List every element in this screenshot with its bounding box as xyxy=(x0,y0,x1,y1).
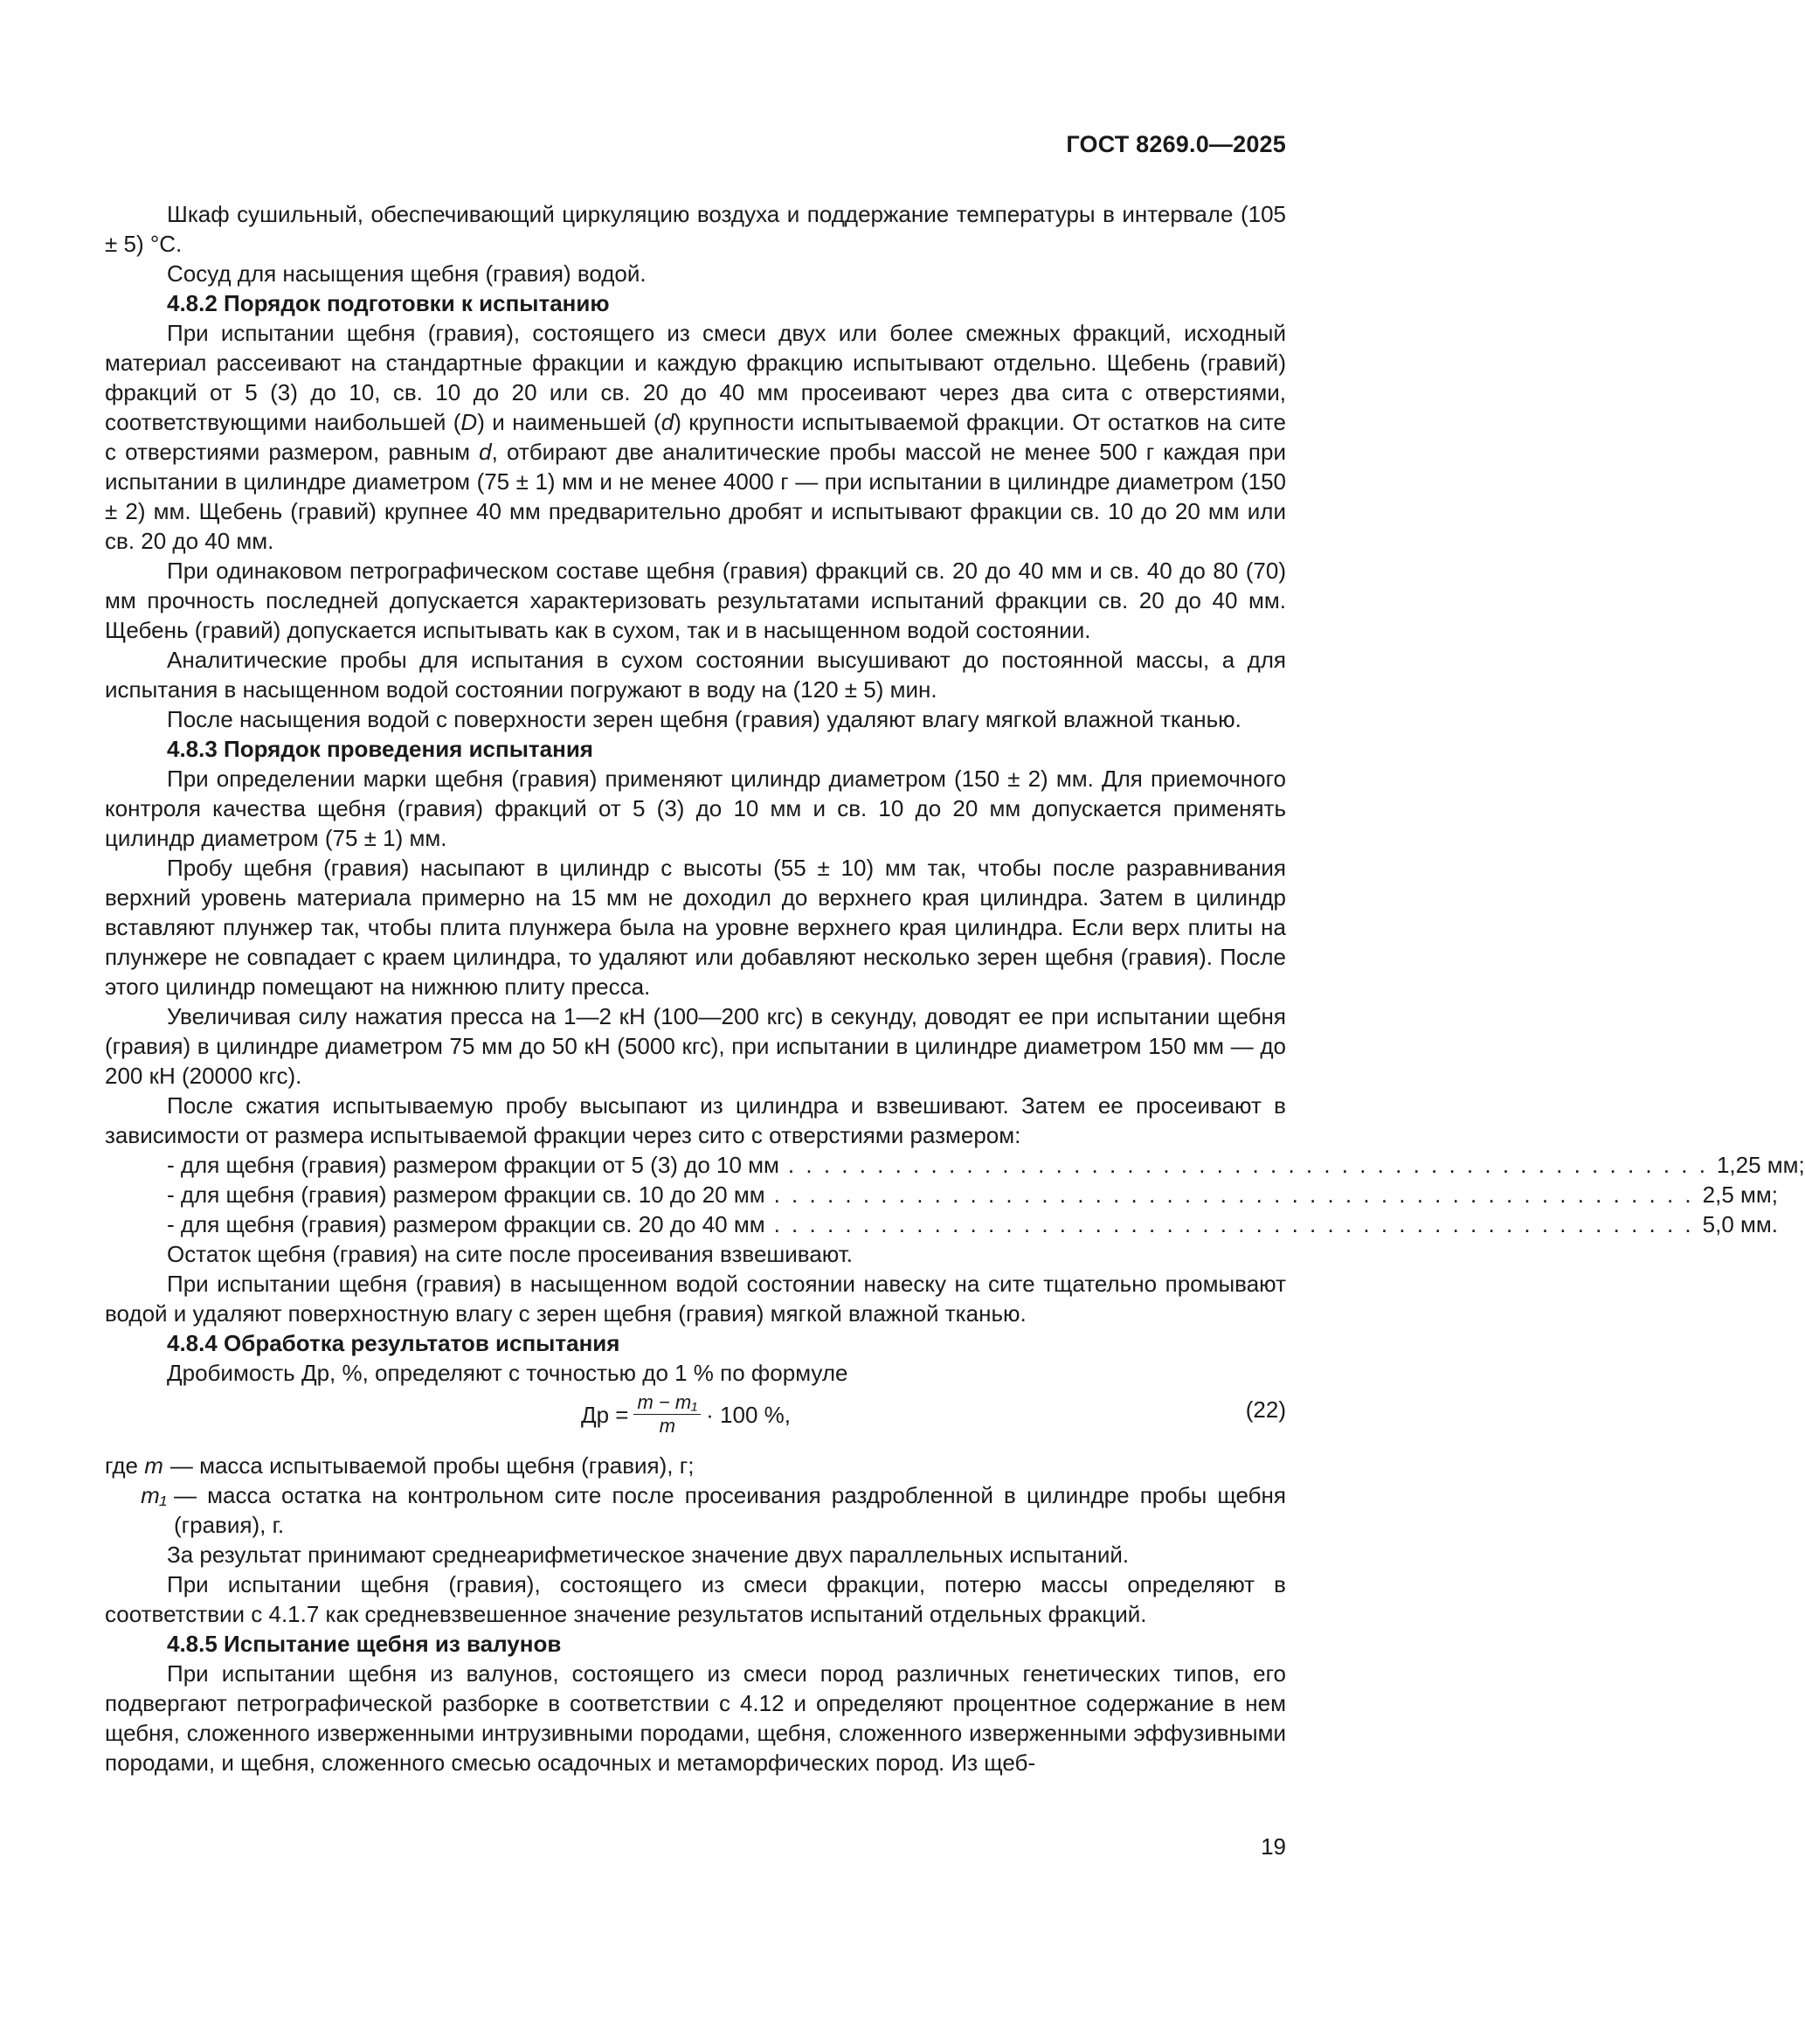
equation-number: (22) xyxy=(1245,1396,1286,1423)
section-heading-4-8-3: 4.8.3 Порядок проведения испытания xyxy=(167,736,593,762)
paragraph-4-8-2-1: При испытании щебня (гравия), состоящего из смеси двух или более смежных фракций, исходный материал рассеивают на стандартные фракции и каждую фракцию испытывают отдельно. Щебень (гравий) фракций от 5 (3) до 10, св. 10 до 20 или св. 20 до 40 мм просеивают через два сита с отверстиями, соответствующими наибольшей (D) и наименьшей (d) крупности испытываемой фракции. От остатков на сите с отверстиями размером, равным d, отбирают две аналитические пробы массой не менее 500 г каждая при испытании в цилиндре диаметром (75 ± 1) мм и не менее 4000 г — при испытании в цилиндре диаметром (150 ± 2) мм. Щебень (гравий) крупнее 40 мм предварительно дробят и испытывают фракции св. 10 до 20 мм или св. 20 до 40 мм. xyxy=(105,320,1287,554)
formula-legend-item: m₁ — масса остатка на контрольном сите после просеивания раздробленной в цилиндре пробы щебня (гравия), г. xyxy=(141,1482,1286,1538)
paragraph-4-8-3-2: Пробу щебня (гравия) насыпают в цилиндр с высоты (55 ± 10) мм так, чтобы после разравнивания верхний уровень материала примерно на 15 мм не доходил до верхнего края цилиндра. Затем в цилиндр вставляют плунжер так, чтобы плита плунжера была на уровне верхнего края цилиндра. Если верх плиты на плунжере не совпадает с краем цилиндра, то удаляют или добавляют несколько зерен щебня (гравия). После этого цилиндр помещают на нижнюю плиту пресса. xyxy=(105,855,1286,1000)
paragraph-4-8-3-5: Остаток щебня (гравия) на сите после просеивания взвешивают. xyxy=(167,1241,853,1267)
document-body xyxy=(105,199,1805,1777)
document-header: ГОСТ 8269.0—2025 xyxy=(1066,131,1286,157)
paragraph-4-8-5-1: При испытании щебня из валунов, состоящего из смеси пород различных генетических типов, его подвергают петрографической разборке в соответствии с 4.12 и определяют процентное содержание в нем щебня, сложенного изверженными интрузивными породами, щебня, сложенного изверженными эффузивными породами, и щебня, сложенного смесью осадочных и метаморфических пород. Из щеб- xyxy=(105,1660,1286,1776)
paragraph-4-8-2-3: Аналитические пробы для испытания в сухом состоянии высушивают до постоянной массы, а для испытания в насыщенном водой состоянии погружают в воду на (120 ± 5) мин. xyxy=(105,647,1286,703)
paragraph-4-8-2-2: При одинаковом петрографическом составе щебня (гравия) фракций св. 20 до 40 мм и св. 40 до 80 (70) мм прочность последней допускается характеризовать результатами испытаний фракции св. 20 до 40 мм. Щебень (гравий) допускается испытывать как в сухом, так и в насыщенном водой состоянии. xyxy=(105,558,1286,643)
page-number: 19 xyxy=(1261,1833,1286,1860)
section-heading-4-8-4: 4.8.4 Обработка результатов испытания xyxy=(167,1330,620,1356)
paragraph-4-8-4-1: Дробимость Др, %, определяют с точностью до 1 % по формуле xyxy=(167,1360,848,1386)
formula-lhs: Др = xyxy=(581,1401,629,1428)
sieve-size-list xyxy=(105,1150,1805,1239)
paragraph-4-8-3-4: После сжатия испытываемую пробу высыпают из цилиндра и взвешивают. Затем ее просеивают в зависимости от размера испытываемой фракции через сито с отверстиями размером: xyxy=(105,1092,1286,1148)
paragraph-saturation-vessel: Сосуд для насыщения щебня (гравия) водой. xyxy=(167,260,647,287)
formula-legend-item: где m — масса испытываемой пробы щебня (гравия), г; xyxy=(105,1452,695,1479)
formula-denominator: m xyxy=(659,1415,675,1437)
section-heading-4-8-2: 4.8.2 Порядок подготовки к испытанию xyxy=(167,290,610,316)
formula-rhs: · 100 %, xyxy=(706,1401,791,1428)
paragraph-4-8-3-1: При определении марки щебня (гравия) применяют цилиндр диаметром (150 ± 2) мм. Для приемочного контроля качества щебня (гравия) фракций от 5 (3) до 10 мм и св. 10 до 20 мм допускается применять цилиндр диаметром (75 ± 1) мм. xyxy=(105,766,1286,851)
paragraph-4-8-2-4: После насыщения водой с поверхности зерен щебня (гравия) удаляют влагу мягкой влажной тканью. xyxy=(167,706,1241,732)
formula-expression xyxy=(581,1391,791,1438)
section-heading-4-8-5: 4.8.5 Испытание щебня из валунов xyxy=(167,1631,562,1657)
paragraph-4-8-4-3: При испытании щебня (гравия), состоящего из смеси фракции, потерю массы определяют в соответствии с 4.1.7 как средневзвешенное значение результатов испытаний отдельных фракций. xyxy=(105,1571,1286,1627)
paragraph-4-8-3-6: При испытании щебня (гравия) в насыщенном водой состоянии навеску на сите тщательно промывают водой и удаляют поверхностную влагу с зерен щебня (гравия) мягкой влажной тканью. xyxy=(105,1271,1286,1327)
list-item: - для щебня (гравия) размером фракции св. 20 до 40 мм . . . . . . . . . . . . . . . . . . . . . . . . . . . . . . . . . . . . . . . . . . . . . . . . . . . . 5,0 мм. xyxy=(167,1211,1778,1237)
formula-22 xyxy=(105,1388,1286,1451)
formula-fraction xyxy=(633,1391,701,1438)
formula-numerator: m − m₁ xyxy=(633,1391,701,1415)
paragraph-4-8-3-3: Увеличивая силу нажатия пресса на 1—2 кН (100—200 кгс) в секунду, доводят ее при испытании щебня (гравия) в цилиндре диаметром 75 мм до 50 кН (5000 кгс), при испытании в цилиндре диаметром 150 мм — до 200 кН (20000 кгс). xyxy=(105,1003,1286,1089)
paragraph-drying-cabinet: Шкаф сушильный, обеспечивающий циркуляцию воздуха и поддержание температуры в интервале (105 ± 5) °С. xyxy=(105,201,1286,257)
list-item: - для щебня (гравия) размером фракции от 5 (3) до 10 мм . . . . . . . . . . . . . . . . . . . . . . . . . . . . . . . . . . . . . . . . . . . . . . . . . . . . 1,25 мм; xyxy=(167,1152,1805,1178)
paragraph-4-8-4-2: За результат принимают среднеарифметическое значение двух параллельных испытаний. xyxy=(167,1542,1130,1568)
list-item: - для щебня (гравия) размером фракции св. 10 до 20 мм . . . . . . . . . . . . . . . . . . . . . . . . . . . . . . . . . . . . . . . . . . . . . . . . . . . . 2,5 мм; xyxy=(167,1181,1778,1208)
